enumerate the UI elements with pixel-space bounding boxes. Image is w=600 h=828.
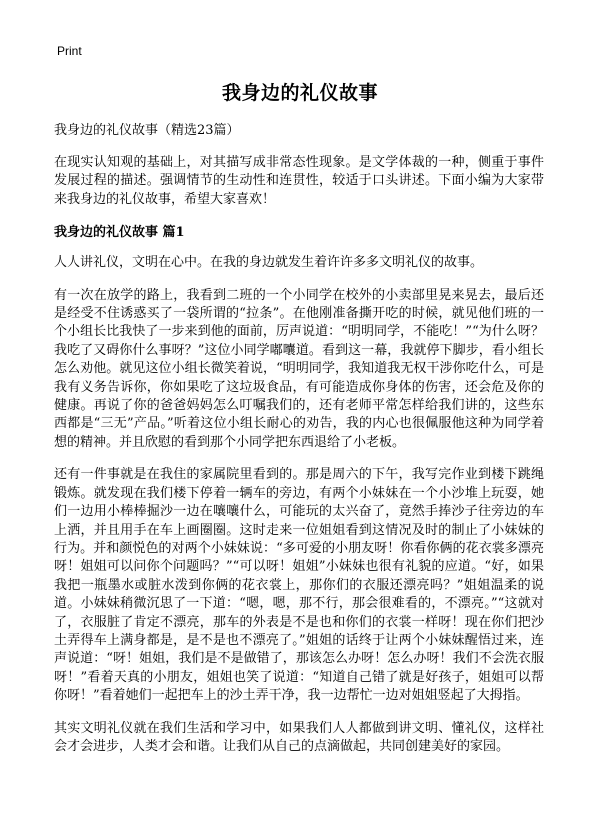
intro-paragraph: 在现实认知观的基础上，对其描写成非常态性现象。是文学体裁的一种，侧重于事件发展过程的描述。强调情节的生动性和连贯性，较适于口头讲述。下面小编为大家带来我身边的礼仪故事，希望大家喜欢！ [54,155,544,207]
page-title: 我身边的礼仪故事 [221,82,378,104]
article-subtitle: 我身边的礼仪故事（精选23篇） [54,123,240,138]
paragraph-1: 人人讲礼仪，文明在心中。在我的身边就发生着许许多多文明礼仪的故事。 [54,255,484,271]
print-link[interactable]: Print [57,44,82,58]
section-heading: 我身边的礼仪故事 篇1 [54,225,185,241]
paragraph-3: 还有一件事就是在我住的家属院里看到的。那是周六的下午，我写完作业到楼下跳绳锻炼。就发现在我们楼下停着一辆车的旁边，有两个小妹妹在一个小沙堆上玩耍，她们一边用小棒棒掘沙一边在嚷嚷什么，可能玩的太兴奋了，竟然手捧沙子往旁边的车上洒，并且用手在车上画圈圈。这时走来一位姐姐看到这情况及时的制止了小妹妹的行为。并和颜悦色的对两个小妹妹说：“多可爱的小朋友呀！你看你俩的花衣裳多漂亮呀！姐姐可以问你个问题吗？”“可以呀！姐姐”小妹妹也很有礼貌的应道。“好，如果我把一瓶墨水或脏水泼到你俩的花衣裳上，那你们的衣服还漂亮吗？”姐姐温柔的说道。小妹妹稍微沉思了一下道：“嗯，嗯，那不行，那会很难看的，不漂亮。”“这就对了，衣服脏了肯定不漂亮，那车的外表是不是也和你们的衣裳一样呀！现在你们把沙土弄得车上满身都是，是不是也不漂亮了。”姐姐的话终于让两个小妹妹醒悟过来，连声说道：“呀！姐姐，我们是不是做错了，那该怎么办呀！怎么办呀！我们不会洗衣服呀！”看着天真的小朋友，姐姐也笑了说道：“知道自己错了就是好孩子，姐姐可以帮你呀！”看着她们一起把车上的沙土弄干净，我一边帮忙一边对姐姐竖起了大拇指。 [54,467,544,704]
paragraph-4: 其实文明礼仪就在我们生活和学习中，如果我们人人都做到讲文明、懂礼仪，这样社会才会进步，人类才会和谐。让我们从自己的点滴做起，共同创建美好的家园。 [54,720,544,754]
article-body [54,121,544,770]
paragraph-2: 有一次在放学的路上，我看到二班的一个小同学在校外的小卖部里晃来晃去，最后还是经受不住诱惑买了一袋所谓的“拉条”。在他刚准备撕开吃的时候，就见他们班的一个小组长比我快了一步来到他的面前，厉声说道：“明明同学，不能吃！”“为什么呀？我吃了又碍你什么事呀？”这位小同学嘟囔道。看到这一幕，我就停下脚步，看小组长怎么劝他。就见这位小组长微笑着说，“明明同学，我知道我无权干涉你吃什么，可是我有义务告诉你，你如果吃了这垃圾食品，有可能造成你身体的伤害，还会危及你的健康。再说了你的爸爸妈妈怎么叮嘱我们的，还有老师平常怎样给我们讲的，这些东西都是“三无”产品。”听着这位小组长耐心的劝告，我的内心也很佩服他这种为同学着想的精神。并且欣慰的看到那个小同学把东西退给了小老板。 [54,287,544,450]
